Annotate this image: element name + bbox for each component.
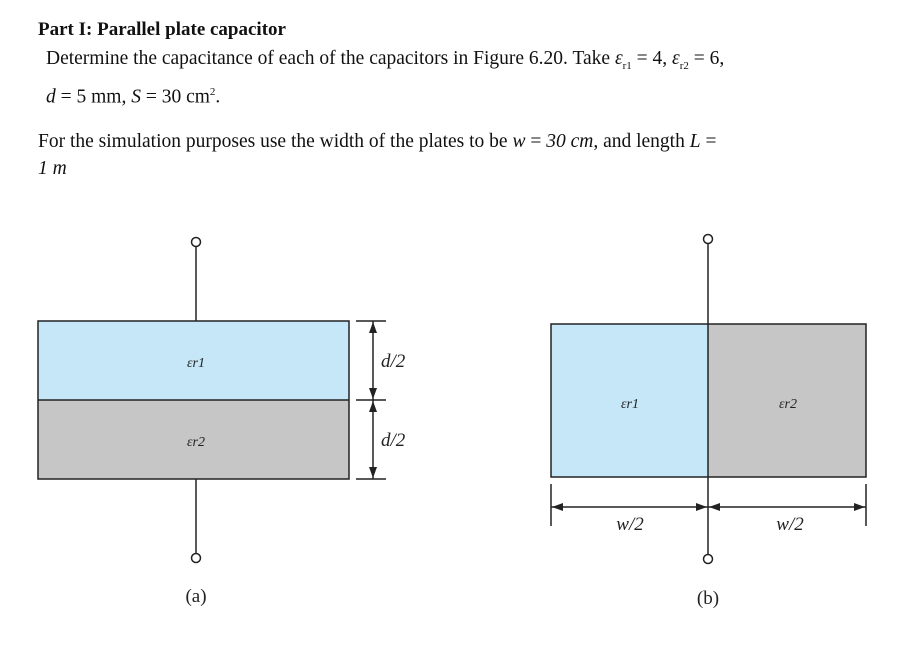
fig-b-dim-label-left: w/2 [616, 514, 644, 535]
fig-b-label-right: εr2 [779, 397, 797, 412]
fig-b-bottom-terminal [704, 555, 713, 564]
fig-b-caption: (b) [696, 588, 720, 609]
fig-b-arrow-4 [854, 503, 865, 511]
simulation-note: For the simulation purposes use the width of the plates to be w = 30 cm, and length L = 1 m [38, 131, 717, 179]
fig-b-dim-label-right: w/2 [776, 514, 804, 535]
fig-a-arrow-3 [369, 401, 377, 412]
section-heading: Part I: Parallel plate capacitor [38, 19, 286, 40]
fig-b-arrow-2 [696, 503, 707, 511]
fig-b-top-terminal [704, 235, 713, 244]
fig-a-arrow-4 [369, 467, 377, 478]
fig-b-label-left: εr1 [621, 397, 639, 412]
fig-a-arrow-2 [369, 388, 377, 399]
fig-a-label-bottom: εr2 [187, 435, 205, 450]
fig-a-arrow-1 [369, 322, 377, 333]
fig-a-label-top: εr1 [187, 356, 205, 371]
fig-b-arrow-3 [709, 503, 720, 511]
fig-a-dim-label-top: d/2 [381, 351, 406, 372]
problem-statement: Determine the capacitance of each of the capacitors in Figure 6.20. Take $\varepsilon_{r1} = 4$, $\varepsilon_{r2} = 6$, d = 5 mm, S = 30 $cm^2$. [46, 48, 725, 108]
fig-a-bottom-terminal [192, 554, 201, 563]
fig-a-caption: (a) [185, 586, 207, 607]
fig-b-arrow-1 [552, 503, 563, 511]
fig-a-dim-label-bottom: d/2 [381, 430, 406, 451]
fig-a-top-terminal [192, 238, 201, 247]
